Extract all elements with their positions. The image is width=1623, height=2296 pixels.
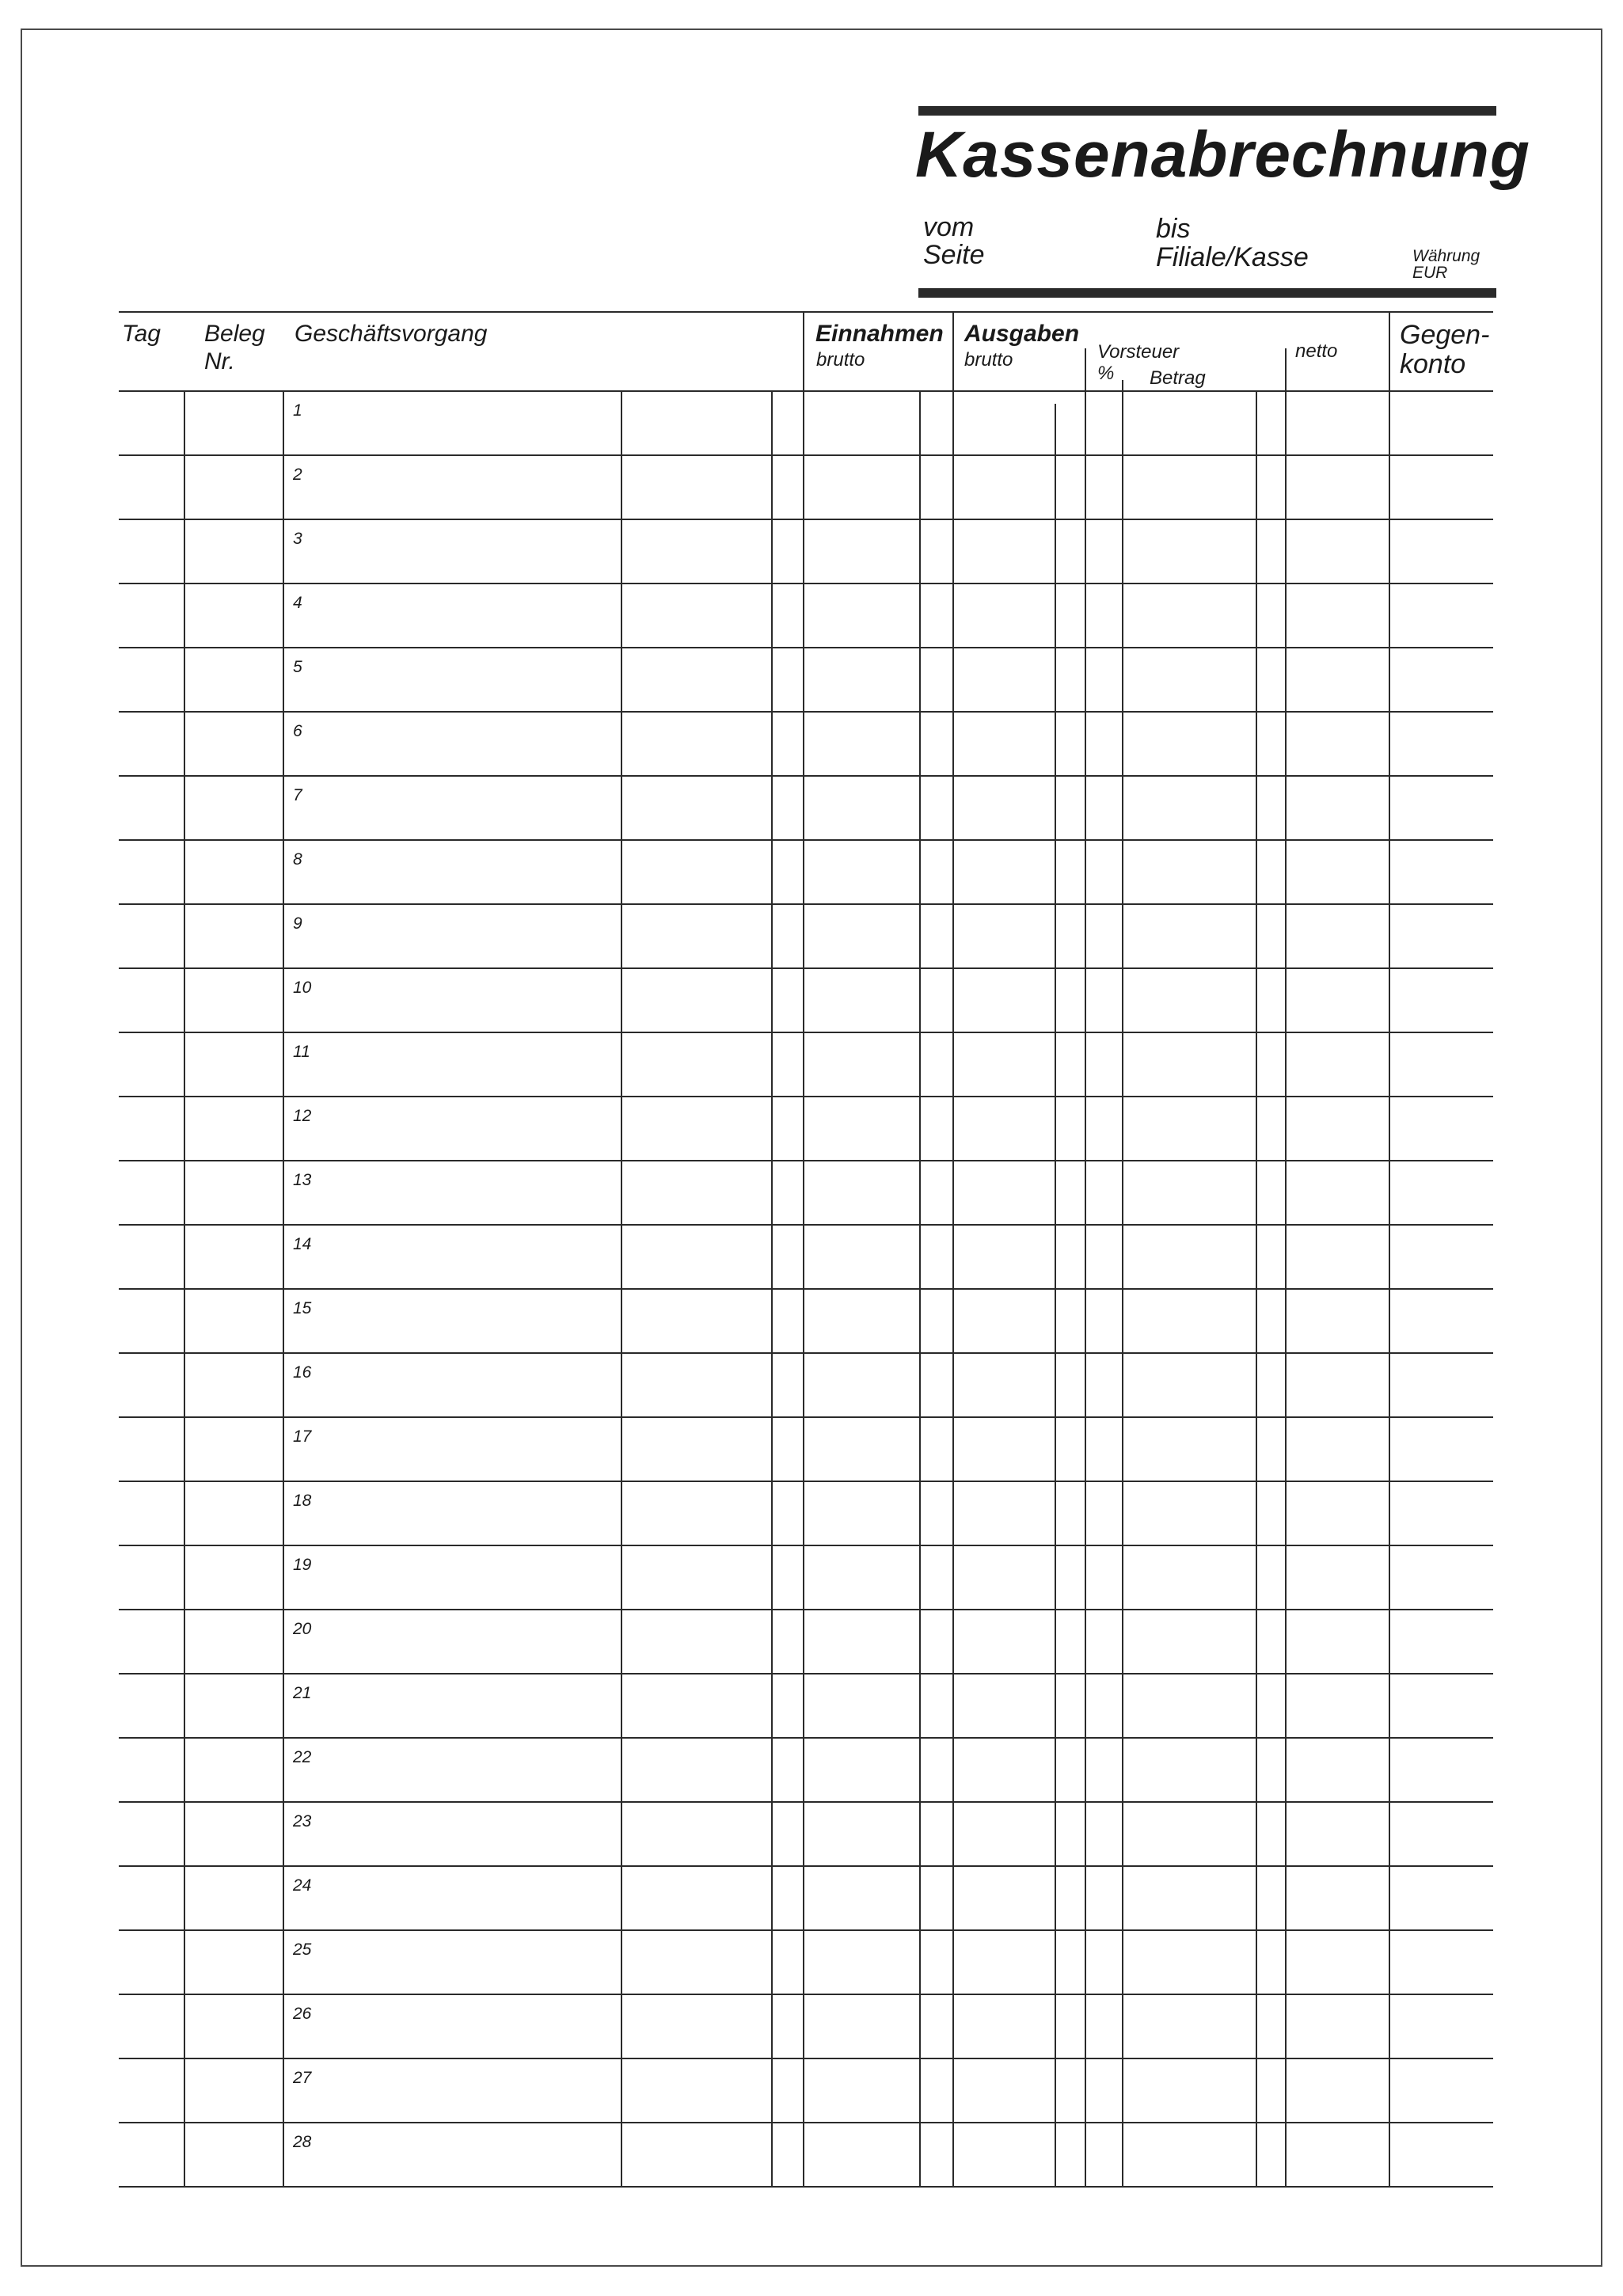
col-vorsteuer-betrag: Betrag [1150, 367, 1206, 389]
col-netto: netto [1295, 340, 1338, 362]
title-bar-bottom [918, 288, 1496, 298]
col-einnahmen-brutto: brutto [816, 349, 865, 371]
table-row [119, 2186, 1493, 2188]
row-number: 26 [293, 2005, 312, 2023]
label-vom: vom [923, 212, 975, 242]
table-row [119, 1865, 1493, 1867]
table-row [119, 1416, 1493, 1418]
table-row [119, 1609, 1493, 1610]
row-number: 23 [293, 1812, 312, 1830]
row-number: 2 [293, 466, 302, 484]
row-number: 27 [293, 2069, 312, 2087]
label-currency: EUR [1412, 264, 1448, 282]
table-top-rule [119, 311, 1493, 313]
row-number: 1 [293, 401, 302, 420]
row-number: 22 [293, 1748, 312, 1766]
col-gegenkonto-2: konto [1400, 349, 1466, 379]
table-header-rule [119, 390, 1493, 392]
table-row [119, 1929, 1493, 1931]
table-row [119, 903, 1493, 905]
row-number: 6 [293, 722, 302, 740]
col-tag: Tag [122, 321, 161, 347]
row-number: 19 [293, 1556, 312, 1574]
row-number: 7 [293, 786, 302, 804]
table-row [119, 1481, 1493, 1482]
row-number: 4 [293, 594, 302, 612]
table-row [119, 1994, 1493, 1995]
row-number: 24 [293, 1876, 312, 1895]
row-number: 18 [293, 1492, 312, 1510]
row-number: 28 [293, 2133, 312, 2151]
table-row [119, 711, 1493, 713]
row-number: 14 [293, 1235, 312, 1253]
table-row [119, 839, 1493, 841]
col-beleg-nr: Nr. [204, 348, 235, 374]
table-row [119, 2122, 1493, 2123]
col-divider-gegenkonto [1389, 311, 1390, 2186]
table-row [119, 775, 1493, 777]
col-divider-ausgaben [952, 311, 954, 2186]
table-row [119, 519, 1493, 520]
table-row [119, 2058, 1493, 2059]
table-row [119, 454, 1493, 456]
col-divider-betrag [1122, 380, 1123, 2186]
row-number: 16 [293, 1363, 312, 1382]
label-bis: bis [1156, 214, 1191, 244]
row-number: 25 [293, 1941, 312, 1959]
row-number: 17 [293, 1427, 312, 1446]
table-row [119, 583, 1493, 584]
col-divider-ausgaben-cents [1055, 404, 1056, 2186]
row-number: 11 [293, 1043, 310, 1061]
col-geschaeftsvorgang: Geschäftsvorgang [295, 321, 488, 347]
table-row [119, 1352, 1493, 1354]
row-number: 8 [293, 850, 302, 869]
table-row [119, 967, 1493, 969]
col-divider-netto [1285, 348, 1287, 2186]
row-number: 13 [293, 1171, 312, 1189]
row-number: 5 [293, 658, 302, 676]
col-gegenkonto-1: Gegen- [1400, 320, 1490, 350]
table-row [119, 1801, 1493, 1803]
row-number: 12 [293, 1107, 312, 1125]
col-beleg: Beleg [204, 321, 265, 347]
row-number: 20 [293, 1620, 312, 1638]
col-einnahmen: Einnahmen [815, 321, 944, 347]
row-number: 21 [293, 1684, 312, 1702]
label-waehrung: Währung [1412, 247, 1480, 265]
table-row [119, 1032, 1493, 1033]
col-divider-vorsteuer [1085, 348, 1086, 2186]
col-divider-einnahmen [803, 311, 804, 2186]
table-row [119, 1545, 1493, 1546]
table-row [119, 1160, 1493, 1161]
table-row [119, 1096, 1493, 1097]
form-title: Kassenabrechnung [915, 119, 1530, 191]
label-seite: Seite [923, 240, 985, 270]
table-row [119, 1737, 1493, 1739]
table-row [119, 647, 1493, 648]
table-row [119, 1288, 1493, 1290]
table-row [119, 1673, 1493, 1674]
col-vorsteuer: Vorsteuer [1097, 341, 1180, 363]
title-bar-top [918, 106, 1496, 116]
table-row [119, 1224, 1493, 1226]
col-ausgaben-brutto: brutto [964, 349, 1013, 371]
row-number: 9 [293, 914, 302, 933]
col-ausgaben: Ausgaben [964, 321, 1080, 347]
row-number: 10 [293, 979, 312, 997]
col-vorsteuer-prozent: % [1097, 363, 1115, 384]
row-number: 15 [293, 1299, 312, 1317]
label-filiale-kasse: Filiale/Kasse [1156, 242, 1309, 272]
row-number: 3 [293, 530, 302, 548]
